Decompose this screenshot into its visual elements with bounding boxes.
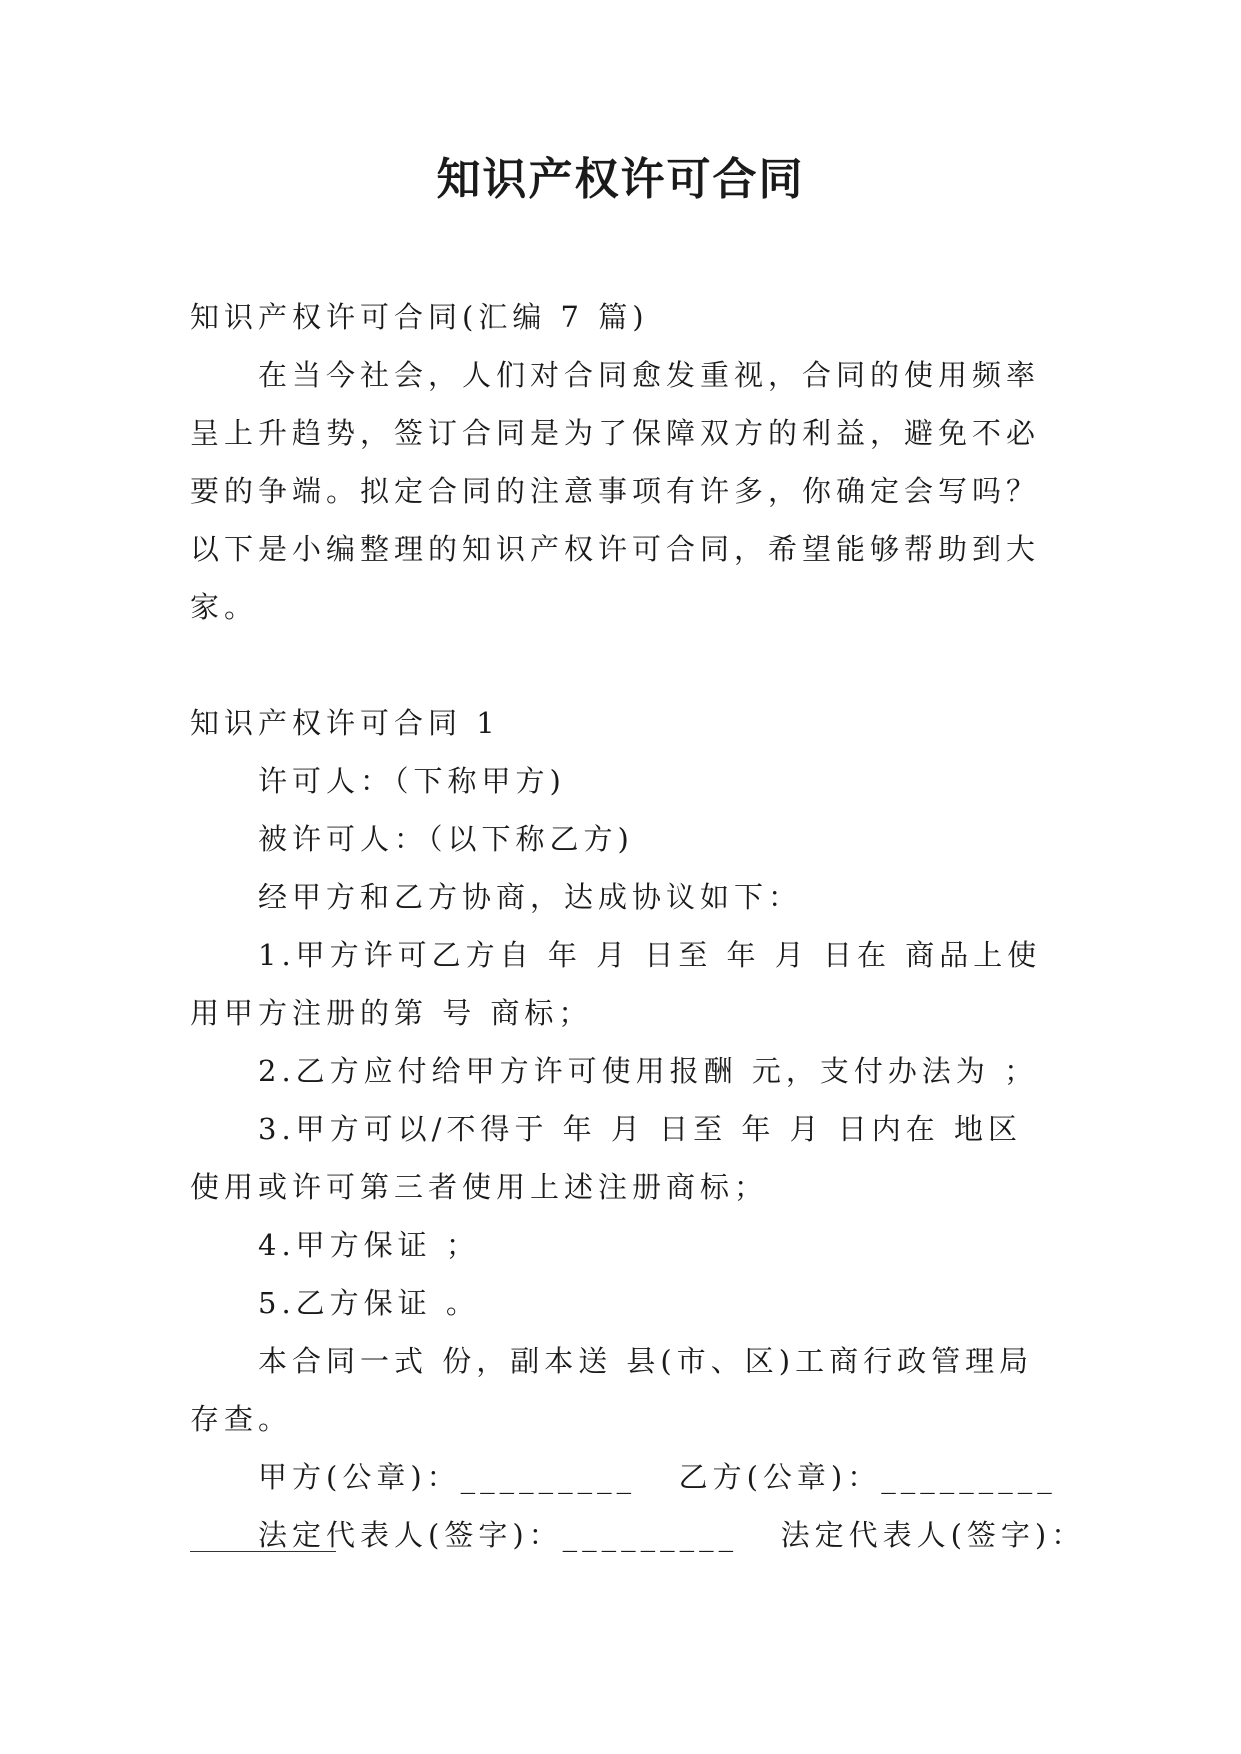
intro-paragraph: 在当今社会，人们对合同愈发重视，合同的使用频率呈上升趋势，签订合同是为了保障双方的利益，避免不必要的争端。拟定合同的注意事项有许多，你确定会写吗？以下是小编整理的知识产权许可合同，希望能够帮助到大家。	[190, 358, 1041, 624]
licensor-line: 许可人：（下称甲方)	[258, 764, 566, 798]
representative-line	[190, 1506, 1086, 1564]
party-b-seal: 乙方(公章)：_________	[678, 1460, 1057, 1494]
clause-2: 2.乙方应付给甲方许可使用报酬 元，支付办法为 ；	[258, 1054, 1039, 1088]
signature-underline	[190, 1551, 336, 1552]
document-title: 知识产权许可合同	[436, 154, 805, 205]
agreement-intro: 经甲方和乙方协商，达成协议如下：	[258, 880, 803, 914]
licensee-line: 被许可人：（以下称乙方)	[258, 822, 634, 856]
seal-line	[190, 1448, 1057, 1506]
clause-1: 1.甲方许可乙方自 年 月 日至 年 月 日在 商品上使用甲方注册的第 号 商标；	[190, 938, 1042, 1030]
clause-5: 5.乙方保证 。	[258, 1286, 480, 1320]
section-heading: 知识产权许可合同 1	[190, 706, 500, 740]
clause-3: 3.甲方可以/不得于 年 月 日至 年 月 日内在 地区使用或许可第三者使用上述注册商标；	[190, 1112, 1022, 1204]
copies-paragraph: 本合同一式 份，副本送 县(市、区)工商行政管理局存查。	[190, 1344, 1034, 1436]
party-a-seal: 甲方(公章)：_________	[258, 1460, 637, 1494]
document-body	[190, 288, 1086, 1564]
document-subtitle: 知识产权许可合同(汇编 7 篇)	[190, 300, 649, 334]
party-b-representative: 法定代表人(签字)：	[780, 1518, 1086, 1552]
paragraph-gap	[190, 636, 1050, 694]
clause-4: 4.甲方保证 ；	[258, 1228, 480, 1262]
party-a-representative: 法定代表人(签字)：_________	[258, 1518, 739, 1552]
